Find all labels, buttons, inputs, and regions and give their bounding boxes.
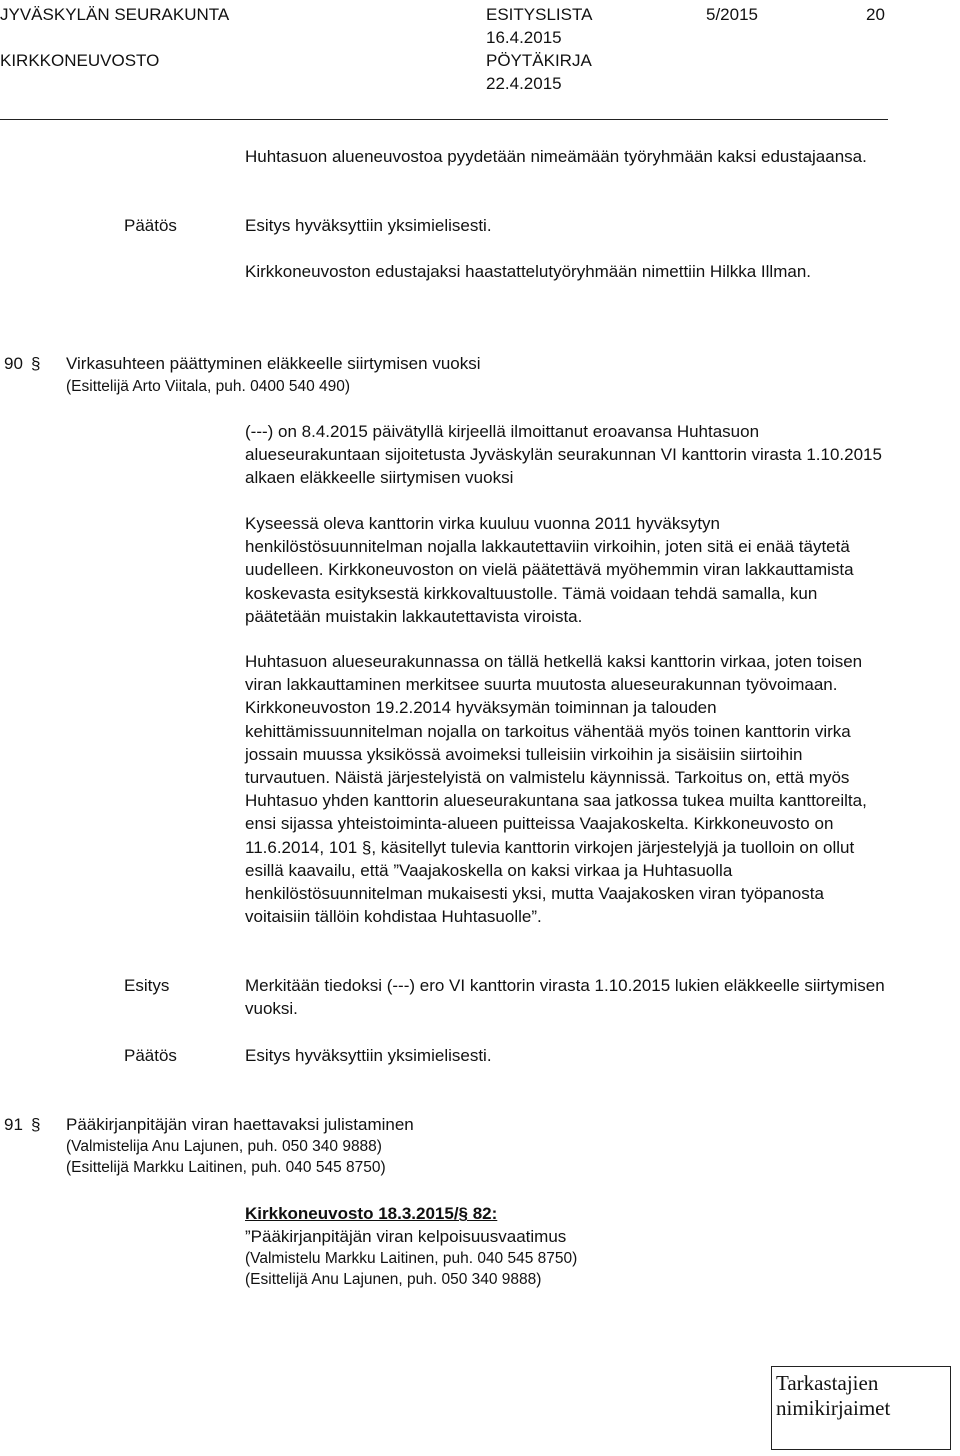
header-date-agenda: 16.4.2015 bbox=[486, 28, 562, 47]
section-90-title: Virkasuhteen päättyminen eläkkeelle siirtymisen vuoksi bbox=[66, 354, 481, 373]
header-rule bbox=[0, 119, 888, 120]
proposal-text: Merkitään tiedoksi (---) ero VI kanttorin virasta 1.10.2015 lukien eläkkeelle siirtymisen vuoksi. bbox=[245, 976, 885, 1019]
section-91-number: 91 bbox=[4, 1115, 23, 1134]
proposal-label: Esitys bbox=[124, 976, 170, 995]
section-90-paragraph-3: Huhtasuon alueseurakunnassa on tällä hetkellä kaksi kanttorin virkaa, joten toisen viran lakkauttaminen merkitsee suurta muutosta alueseurakunnan työvoimaan. Kirkkoneuvoston 19.2.2014 hyväksymän toiminnan ja talouden kehittämissuunnitelman nojalla on tarkoitus vähentää myös toinen kanttorin virka jossain muussa yksikössä avoimeksi tulleisiin virkoihin ja sisäisiin siirtoihin turvautuen. Näistä järjestelyistä on valmistelu käynnissä. Tarkoitus on, että myös Huhtasuo yhden kanttorin alueseurakuntana saa jatkossa tukea muilta kanttoreilta, ensi sijassa yhteistoiminta-alueen puitteissa Vaajakoskelta. Kirkkoneuvosto on 11.6.2014, 101 §, käsitellyt tulevia kanttorin virkojen järjestelyjä ja tuolloin on ollut esillä kaavailu, että ”Vaajakoskella on kaksi virkaa ja Huhtasuolla henkilöstösuunnitelman mukaisesti yksi, mutta Vaajakosken viran työpanosta voitaisiin tällöin kohdistaa Huhtasuolle”. bbox=[245, 652, 867, 927]
section-90-paragraph-2: Kyseessä oleva kanttorin virka kuuluu vuonna 2011 hyväksytyn henkilöstösuunnitelman nojalla lakkautettaviin virkoihin, joten sitä ei enää täytetä uudelleen. Kirkkoneuvoston on vielä päätettävä myöhemmin viran lakkauttamista koskevasta esityksestä kirkkovaltuustolle. Tämä voidaan tehdä samalla, kun päätetään muistakin lakkautettavista viroista. bbox=[245, 514, 854, 626]
reviewer-initials-label-1: Tarkastajien bbox=[776, 1371, 879, 1395]
header-date-minutes: 22.4.2015 bbox=[486, 74, 562, 93]
section-sign-icon: § bbox=[31, 1115, 41, 1134]
reviewer-initials-label-2: nimikirjaimet bbox=[776, 1396, 891, 1420]
section-90-number: 90 bbox=[4, 354, 23, 373]
reference-heading: Kirkkoneuvosto 18.3.2015/§ 82: bbox=[245, 1204, 498, 1223]
header-page-number: 20 bbox=[866, 5, 885, 24]
section-91-presenter: (Esittelijä Markku Laitinen, puh. 040 545 8750) bbox=[66, 1159, 386, 1176]
decision-text: Esitys hyväksyttiin yksimielisesti. bbox=[245, 1046, 492, 1065]
reference-preparer: (Valmistelu Markku Laitinen, puh. 040 545 8750) bbox=[245, 1250, 578, 1267]
decision-text: Esitys hyväksyttiin yksimielisesti. bbox=[245, 216, 492, 235]
reference-title: ”Pääkirjanpitäjän viran kelpoisuusvaatimus bbox=[245, 1227, 567, 1246]
section-90-paragraph-1: (---) on 8.4.2015 päivätyllä kirjeellä ilmoittanut eroavansa Huhtasuon alueseurakuntaan sijoitetusta Jyväskylän seurakunnan VI kanttorin virasta 1.10.2015 alkaen eläkkeelle siirtymisen vuoksi bbox=[245, 422, 882, 488]
section-90-presenter: (Esittelijä Arto Viitala, puh. 0400 540 490) bbox=[66, 378, 351, 395]
decision-label: Päätös bbox=[124, 216, 177, 235]
section-91-title: Pääkirjanpitäjän viran haettavaksi julistaminen bbox=[66, 1115, 414, 1134]
intro-paragraph-1: Huhtasuon alueneuvostoa pyydetään nimeämään työryhmään kaksi edustajaansa. bbox=[245, 147, 867, 166]
decision-label: Päätös bbox=[124, 1046, 177, 1065]
section-sign-icon: § bbox=[31, 354, 41, 373]
section-91-preparer: (Valmistelija Anu Lajunen, puh. 050 340 9888) bbox=[66, 1138, 382, 1155]
header-number: 5/2015 bbox=[706, 5, 758, 24]
reference-presenter: (Esittelijä Anu Lajunen, puh. 050 340 9888) bbox=[245, 1271, 542, 1288]
header-doc-type-agenda: ESITYSLISTA bbox=[486, 5, 593, 24]
reviewer-initials-box bbox=[771, 1366, 951, 1450]
intro-paragraph-2: Kirkkoneuvoston edustajaksi haastattelutyöryhmään nimettiin Hilkka Illman. bbox=[245, 262, 811, 281]
header-doc-type-minutes: PÖYTÄKIRJA bbox=[486, 51, 592, 70]
header-org: JYVÄSKYLÄN SEURAKUNTA bbox=[0, 5, 230, 24]
header-body: KIRKKONEUVOSTO bbox=[0, 51, 160, 70]
